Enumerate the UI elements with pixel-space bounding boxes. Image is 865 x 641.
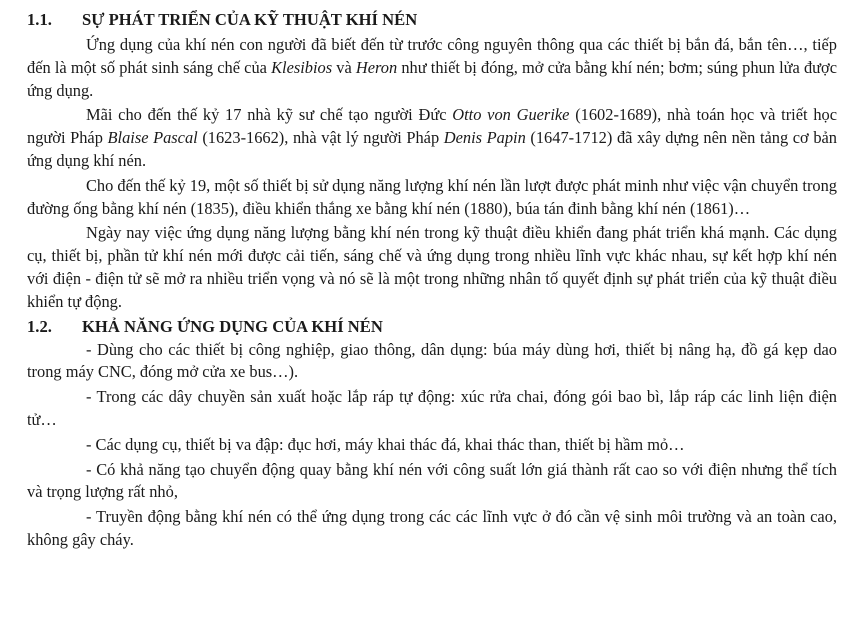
section-title: SỰ PHÁT TRIỂN CỦA KỸ THUẬT KHÍ NÉN <box>82 10 418 29</box>
text-run: (1647-1712) đã xây dựng nên nền tảng cơ bản ứng dụng khí nén. <box>27 128 837 170</box>
section-heading-1-2 <box>27 316 837 338</box>
text-run: và <box>332 57 356 77</box>
section-heading-1-1 <box>27 9 837 31</box>
italic-name: Otto von Guerike <box>452 105 570 125</box>
list-item: - Có khả năng tạo chuyển động quay bằng khí nén với công suất lớn giá thành rất cao so với điện nhưng thể tích và trọng lượng rất nhỏ, <box>27 459 837 502</box>
paragraph <box>27 222 837 313</box>
text-run: (1602-1689), nhà toán học và triết học người Pháp <box>27 105 837 148</box>
paragraph <box>27 104 837 172</box>
italic-name: Blaise Pascal <box>107 128 198 148</box>
text-run: (1623-1662), nhà vật lý người Pháp <box>197 128 444 148</box>
italic-name: Heron <box>355 57 398 77</box>
italic-name: Klesibios <box>271 57 333 77</box>
section-title: KHẢ NĂNG ỨNG DỤNG CỦA KHÍ NÉN <box>82 316 383 336</box>
paragraph <box>27 175 837 221</box>
italic-name: Denis Papin <box>443 128 526 148</box>
section-number: 1.1. <box>27 10 52 29</box>
list-item: - Trong các dây chuyền sản xuất hoặc lắp ráp tự động: xúc rửa chai, đóng gói bao bì, lắp ráp các linh liện điện tử… <box>27 387 837 429</box>
application-list <box>27 339 837 552</box>
list-item: - Truyền động bằng khí nén có thể ứng dụng trong các các lĩnh vực ở đó cần vệ sinh môi trường và an toàn cao, không gây cháy. <box>27 507 837 549</box>
paragraph <box>27 34 837 102</box>
text-run: Mãi cho đến thế kỷ 17 nhà kỹ sư chế tạo người Đức <box>86 105 453 125</box>
list-item: - Các dụng cụ, thiết bị va đập: đục hơi, máy khai thác đá, khai thác than, thiết bị hầm mỏ… <box>86 434 685 454</box>
text-run: như thiết bị đóng, mở cửa bằng khí nén; bơm; súng phun lửa được ứng dụng. <box>27 57 837 100</box>
list-item: - Dùng cho các thiết bị công nghiệp, giao thông, dân dụng: búa máy dùng hơi, thiết bị nâng hạ, đồ gá kẹp dao trong máy CNC, đóng mở cửa xe bus…). <box>27 339 837 382</box>
text-run: Cho đến thế kỷ 19, một số thiết bị sử dụng năng lượng khí nén lần lượt được phát minh như việc vận chuyển trong đường ống bằng khí nén (1835), điều khiển thắng xe bằng khí nén (1880), búa tán đinh bằng khí nén (1861)… <box>27 175 837 218</box>
section-number: 1.2. <box>27 316 52 336</box>
section-1-1-body <box>27 34 837 314</box>
text-run: Ứng dụng của khí nén con người đã biết đến từ trước công nguyên thông qua các thiết bị bắn đá, bắn tên…, tiếp đến là một số phát sinh sáng chế của <box>27 35 837 77</box>
text-run: Ngày nay việc ứng dụng năng lượng bằng khí nén trong kỹ thuật điều khiển đang phát triển khá mạnh. Các dụng cụ, thiết bị, phần tử khí nén mới được cải tiến, sáng chế và ứng dụng trong nhiều lĩnh vực khác nhau, sự kết hợp khí nén với điện - điện tử sẽ mở ra nhiều triển vọng và nó sẽ là một trong những nhân tố quyết định sự phát triển của kỹ thuật điều khiển tự động. <box>27 223 837 311</box>
